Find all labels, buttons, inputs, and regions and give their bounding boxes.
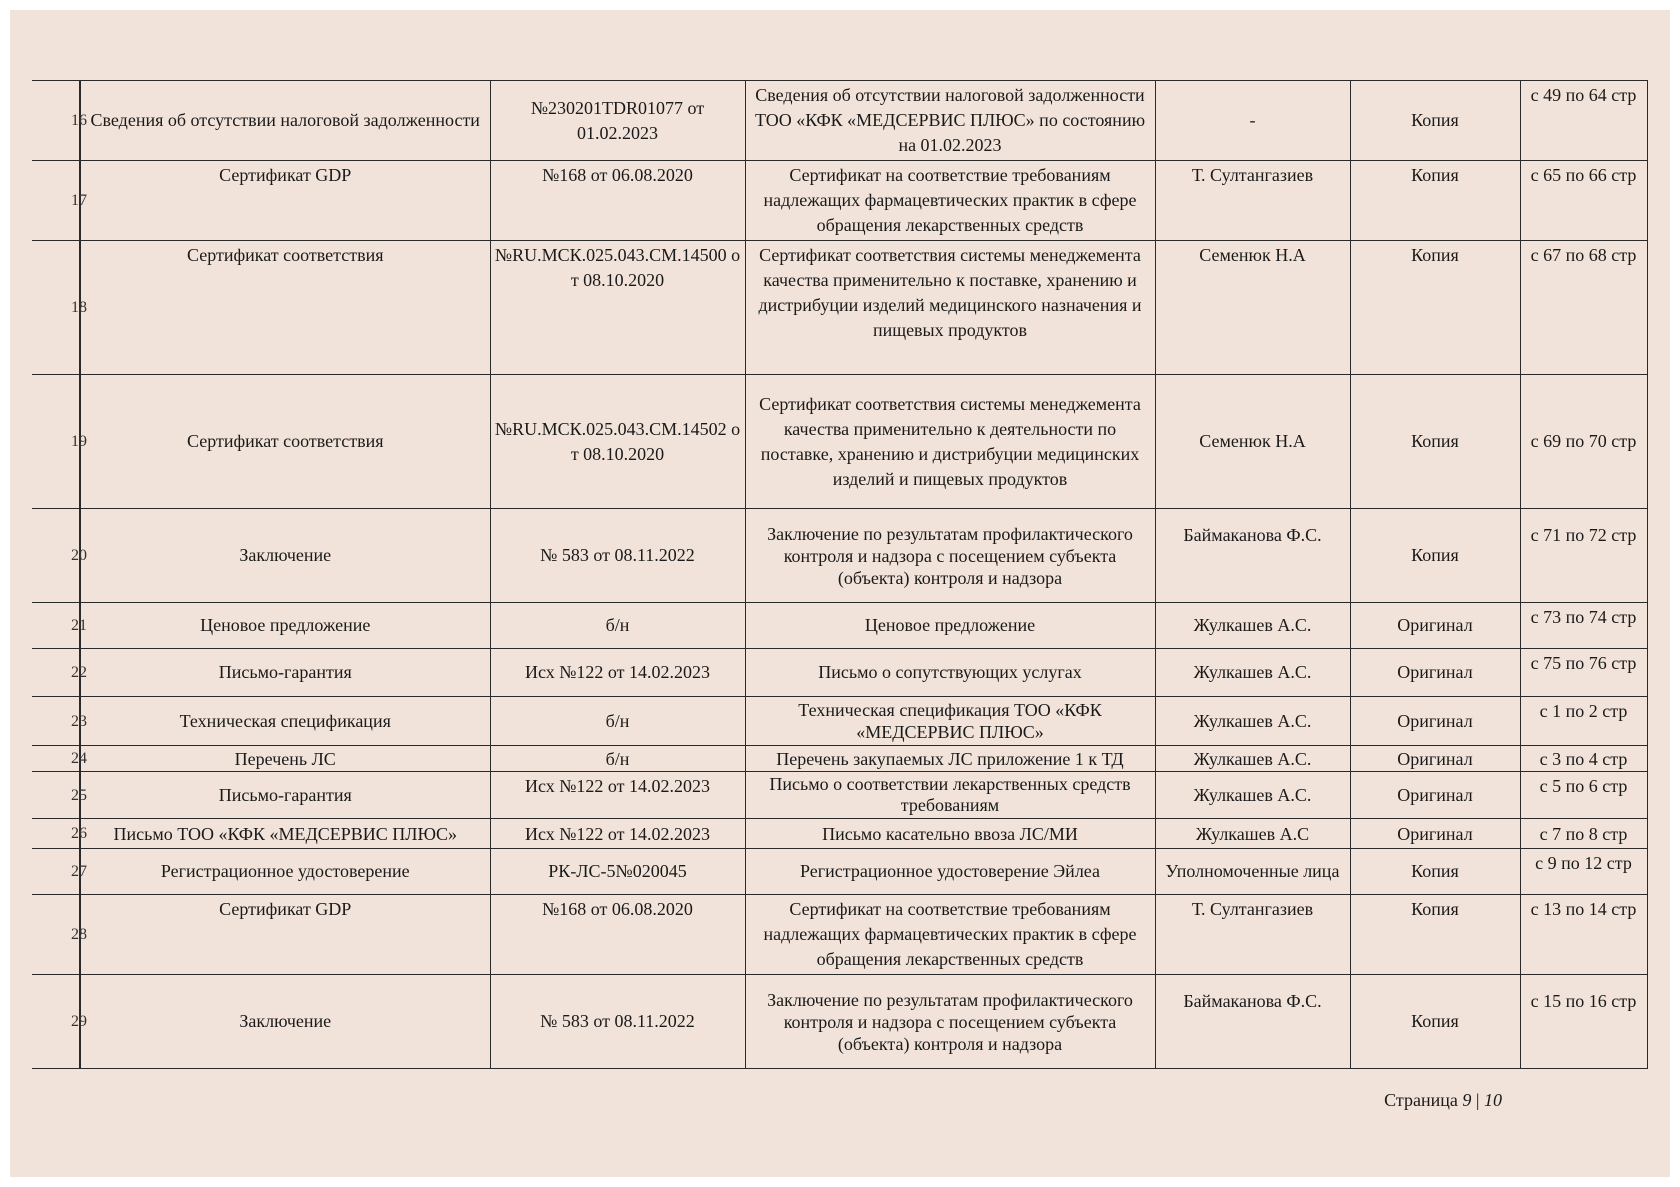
document-description: Заключение по результатам профилактического контроля и надзора с посещением субъекта (объекта) контроля и надзора [745, 509, 1155, 603]
page-total: 10 [1484, 1090, 1502, 1110]
document-number: Исх №122 от 14.02.2023 [490, 819, 745, 849]
document-description: Письмо о сопутствующих услугах [745, 649, 1155, 697]
document-signer: Семенюк Н.А [1155, 375, 1350, 509]
row-number: 18 [32, 241, 80, 375]
document-signer: Жулкашев А.С. [1155, 772, 1350, 819]
document-form: Копия [1350, 849, 1520, 895]
document-form: Оригинал [1350, 819, 1520, 849]
document-form: Оригинал [1350, 603, 1520, 649]
document-form: Копия [1350, 975, 1520, 1069]
table-row [32, 509, 1647, 603]
document-signer: Жулкашев А.С. [1155, 603, 1350, 649]
document-form: Копия [1350, 81, 1520, 161]
document-signer: - [1155, 81, 1350, 161]
table-row [32, 819, 1647, 849]
document-pages: с 5 по 6 стр [1520, 772, 1647, 819]
document-signer: Семенюк Н.А [1155, 241, 1350, 375]
document-number: № 583 от 08.11.2022 [490, 975, 745, 1069]
document-pages: с 3 по 4 стр [1520, 746, 1647, 772]
document-pages: с 13 по 14 стр [1520, 895, 1647, 975]
table-row [32, 375, 1647, 509]
document-number: №RU.МСК.025.043.СМ.14500 от 08.10.2020 [490, 241, 745, 375]
document-name: Письмо-гарантия [80, 649, 490, 697]
document-name: Заключение [80, 509, 490, 603]
document-description: Письмо касательно ввоза ЛС/МИ [745, 819, 1155, 849]
document-pages: с 75 по 76 стр [1520, 649, 1647, 697]
document-pages: с 67 по 68 стр [1520, 241, 1647, 375]
document-signer: Жулкашев А.С. [1155, 697, 1350, 746]
table-row [32, 603, 1647, 649]
row-number: 16 [32, 81, 80, 161]
table-row [32, 895, 1647, 975]
row-number: 19 [32, 375, 80, 509]
document-description: Заключение по результатам профилактического контроля и надзора с посещением субъекта (объекта) контроля и надзора [745, 975, 1155, 1069]
document-number: №RU.МСК.025.043.СМ.14502 от 08.10.2020 [490, 375, 745, 509]
document-description: Сведения об отсутствии налоговой задолженности ТОО «КФК «МЕДСЕРВИС ПЛЮС» по состоянию на 01.02.2023 [745, 81, 1155, 161]
row-number: 29 [32, 975, 80, 1069]
document-pages: с 69 по 70 стр [1520, 375, 1647, 509]
document-pages: с 9 по 12 стр [1520, 849, 1647, 895]
document-number: Исх №122 от 14.02.2023 [490, 772, 745, 819]
document-number: № 583 от 08.11.2022 [490, 509, 745, 603]
document-number: б/н [490, 697, 745, 746]
table-row [32, 161, 1647, 241]
document-name: Заключение [80, 975, 490, 1069]
document-form: Оригинал [1350, 649, 1520, 697]
document-signer: Баймаканова Ф.С. [1155, 975, 1350, 1069]
table-row [32, 697, 1647, 746]
row-number: 25 [32, 772, 80, 819]
table-row [32, 81, 1647, 161]
document-description: Ценовое предложение [745, 603, 1155, 649]
document-description: Сертификат на соответствие требованиям надлежащих фармацевтических практик в сфере обращения лекарственных средств [745, 895, 1155, 975]
document-form: Копия [1350, 895, 1520, 975]
table-row [32, 241, 1647, 375]
scanned-page [10, 10, 1670, 1177]
document-pages: с 49 по 64 стр [1520, 81, 1647, 161]
document-name: Техническая спецификация [80, 697, 490, 746]
page-footer [1384, 1090, 1502, 1111]
document-pages: с 7 по 8 стр [1520, 819, 1647, 849]
row-number: 26 [32, 819, 80, 849]
document-name: Перечень ЛС [80, 746, 490, 772]
page-label: Страница [1384, 1090, 1458, 1110]
row-number: 22 [32, 649, 80, 697]
document-description: Сертификат на соответствие требованиям надлежащих фармацевтических практик в сфере обращения лекарственных средств [745, 161, 1155, 241]
document-description: Сертификат соответствия системы менеджемента качества применительно к деятельности по поставке, хранению и дистрибуции медицинских изделий и пищевых продуктов [745, 375, 1155, 509]
document-form: Оригинал [1350, 772, 1520, 819]
document-number: б/н [490, 603, 745, 649]
document-number: Исх №122 от 14.02.2023 [490, 649, 745, 697]
document-pages: с 73 по 74 стр [1520, 603, 1647, 649]
document-form: Копия [1350, 241, 1520, 375]
row-number: 24 [32, 746, 80, 772]
document-name: Сертификат GDP [80, 895, 490, 975]
row-number: 27 [32, 849, 80, 895]
document-name: Сертификат GDP [80, 161, 490, 241]
document-number: №168 от 06.08.2020 [490, 895, 745, 975]
document-signer: Жулкашев А.С. [1155, 649, 1350, 697]
document-pages: с 15 по 16 стр [1520, 975, 1647, 1069]
document-number: РК-ЛС-5№020045 [490, 849, 745, 895]
table-row [32, 746, 1647, 772]
table-row [32, 772, 1647, 819]
document-signer: Уполномоченные лица [1155, 849, 1350, 895]
table-row [32, 975, 1647, 1069]
document-pages: с 65 по 66 стр [1520, 161, 1647, 241]
document-register-table [32, 80, 1648, 1069]
table-row [32, 649, 1647, 697]
document-name: Сведения об отсутствии налоговой задолженности [80, 81, 490, 161]
document-description: Письмо о соответствии лекарственных средств требованиям [745, 772, 1155, 819]
document-description: Техническая спецификация ТОО «КФК «МЕДСЕРВИС ПЛЮС» [745, 697, 1155, 746]
row-number: 17 [32, 161, 80, 241]
document-signer: Баймаканова Ф.С. [1155, 509, 1350, 603]
document-form: Оригинал [1350, 746, 1520, 772]
document-name: Письмо-гарантия [80, 772, 490, 819]
document-description: Перечень закупаемых ЛС приложение 1 к ТД [745, 746, 1155, 772]
row-number: 28 [32, 895, 80, 975]
document-pages: с 71 по 72 стр [1520, 509, 1647, 603]
document-name: Письмо ТОО «КФК «МЕДСЕРВИС ПЛЮС» [80, 819, 490, 849]
document-name: Сертификат соответствия [80, 241, 490, 375]
document-signer: Жулкашев А.С [1155, 819, 1350, 849]
document-signer: Т. Султангазиев [1155, 161, 1350, 241]
document-form: Копия [1350, 375, 1520, 509]
document-description: Сертификат соответствия системы менеджемента качества применительно к поставке, хранению и дистрибуции изделий медицинского назначения и пищевых продуктов [745, 241, 1155, 375]
document-number: №230201TDR01077 от 01.02.2023 [490, 81, 745, 161]
document-number: №168 от 06.08.2020 [490, 161, 745, 241]
document-form: Копия [1350, 509, 1520, 603]
document-form: Копия [1350, 161, 1520, 241]
document-name: Регистрационное удостоверение [80, 849, 490, 895]
table-row [32, 849, 1647, 895]
row-number: 23 [32, 697, 80, 746]
row-number: 21 [32, 603, 80, 649]
document-number: б/н [490, 746, 745, 772]
document-pages: с 1 по 2 стр [1520, 697, 1647, 746]
page-separator: | [1475, 1090, 1480, 1110]
page-current: 9 [1462, 1090, 1472, 1110]
document-form: Оригинал [1350, 697, 1520, 746]
document-name: Ценовое предложение [80, 603, 490, 649]
document-description: Регистрационное удостоверение Эйлеа [745, 849, 1155, 895]
document-signer: Жулкашев А.С. [1155, 746, 1350, 772]
document-name: Сертификат соответствия [80, 375, 490, 509]
document-signer: Т. Султангазиев [1155, 895, 1350, 975]
row-number: 20 [32, 509, 80, 603]
